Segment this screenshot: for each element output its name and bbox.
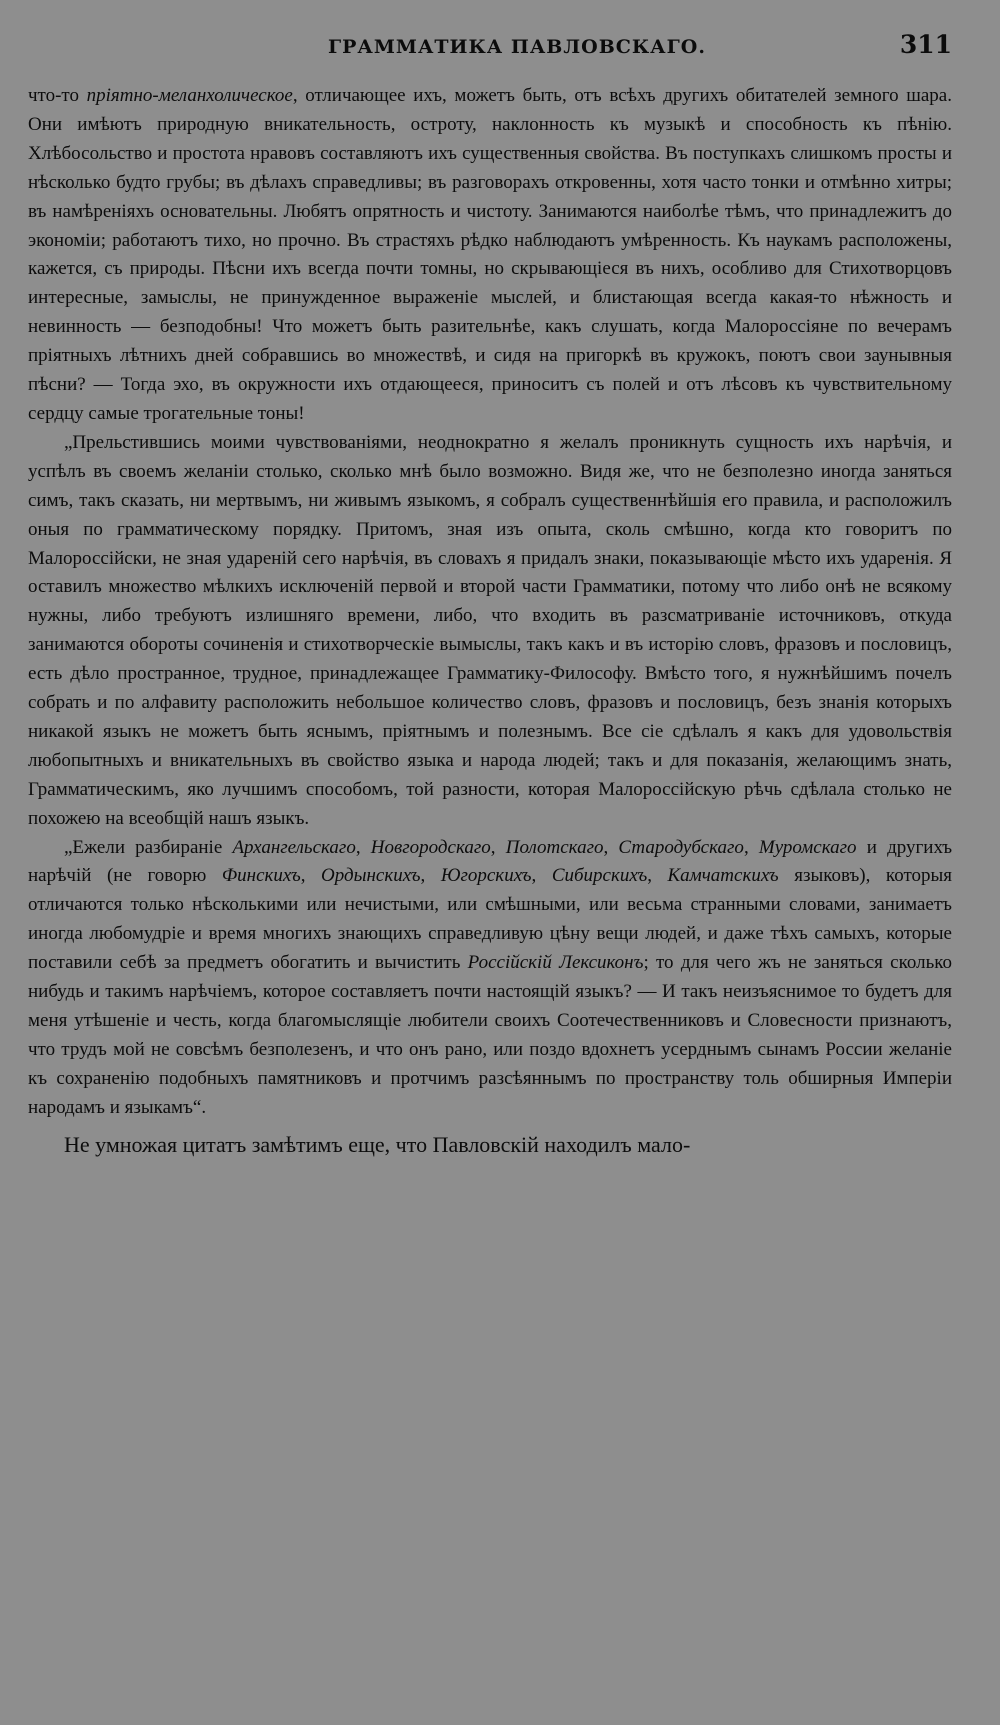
text-run: ; то для чего жъ не заняться сколько нибудь и такимъ нарѣчіемъ, которое составляетъ почти настоящій языкъ? — И такъ неизъяснимое то будетъ для меня утѣшеніе и честь, когда благомыслящіе любители своихъ Соотечественниковъ и Словесности признаютъ, что трудъ мой не совсѣмъ безполезенъ, и что онъ рано, или поздо вдохнетъ усерднымъ сынамъ России желаніе къ сохраненію подобныхъ памятниковъ и протчимъ разсѣяннымъ по пространству толь обширныя Имперіи народамъ и языкамъ“. bbox=[28, 952, 952, 1118]
text-run: , bbox=[743, 836, 759, 858]
text-run: , отличающее ихъ, можетъ быть, отъ всѣхъ другихъ обитателей земного шара. Они имѣютъ природную вникательность, остроту, наклонность къ музыкѣ и способность къ пѣнію. Хлѣбосольство и простота нравовъ составляютъ ихъ существенныя свойства. Въ поступкахъ слишкомъ просты и нѣсколько будто грубы; въ дѣлахъ справедливы; въ разговорахъ откровенны, хотя часто тонки и отмѣнно хитры; въ намѣреніяхъ основательны. Любятъ опрятность и чистоту. Занимаются наиболѣе тѣмъ, что принадлежитъ до экономіи; работаютъ тихо, но прочно. Въ страстяхъ рѣдко наблюдаютъ умѣренность. Къ наукамъ расположены, кажется, съ природы. Пѣсни ихъ всегда почти томны, но скрывающіеся въ нихъ, особливо для Стихотворцовъ интересные, замыслы, не принужденное выраженіе мыслей, и блистающая всегда какая-то нѣжность и невинность — безподобны! Что можетъ быть разительнѣе, какъ слушать, когда Малороссіяне по вечерамъ пріятныхъ лѣтнихъ дней собравшись во множествѣ, и сидя на пригоркѣ въ кружокъ, поютъ свои заунывныя пѣсни? — Тогда эхо, въ окружности ихъ отдающееся, приноситъ съ полей и отъ лѣсовъ къ чувствительному сердцу самые трогательные тоны! bbox=[28, 85, 952, 424]
text-run: что-то bbox=[28, 85, 87, 106]
paragraph bbox=[28, 82, 952, 429]
paragraph bbox=[28, 834, 952, 1123]
text-run: , bbox=[420, 865, 441, 887]
italic-text: Югорскихъ bbox=[440, 865, 532, 887]
text-run: Не умножая цитатъ замѣтимъ еще, что Павловскій находилъ мало- bbox=[64, 1131, 691, 1157]
text-run: , bbox=[490, 836, 506, 858]
page-header bbox=[28, 30, 952, 66]
page bbox=[28, 30, 952, 1700]
running-title: ГРАММАТИКА ПАВЛОВСКАГО. bbox=[328, 36, 706, 58]
italic-text: Стародубскаго bbox=[618, 836, 744, 858]
italic-text: Архангельскаго bbox=[232, 836, 356, 858]
text-run: „Ежели разбираніе bbox=[64, 836, 233, 858]
italic-text: Финскихъ bbox=[221, 865, 301, 887]
italic-text: Муромскаго bbox=[758, 836, 857, 858]
italic-text: Полотскаго bbox=[505, 836, 604, 858]
paragraph bbox=[28, 429, 952, 834]
paragraph bbox=[28, 1131, 952, 1160]
italic-text: Ордынскихъ bbox=[321, 865, 421, 887]
text-run: , bbox=[647, 865, 668, 887]
text-run: , bbox=[531, 865, 552, 887]
text-run: , bbox=[603, 836, 619, 858]
text-run: языковъ), которыя отличаются только нѣсколькими или нечистыми, или смѣшными, или весьма странными словами, занимаетъ иногда любомудріе и время многихъ знающихъ справедливую цѣну вещи людей, и даже тѣхъ самыхъ, которые поставили себѣ за предметъ обогатить и вычистить bbox=[28, 865, 952, 974]
text-run: „Прельстившись моими чувствованіями, неоднократно я желалъ проникнуть сущность ихъ нарѣчія, и успѣлъ въ своемъ желаніи столько, сколько мнѣ было возможно. Видя же, что не безполезно иногда заняться симъ, такъ сказать, ни мертвымъ, ни живымъ языкомъ, я собралъ существеннѣйшія его правила, и расположилъ оныя по грамматическому порядку. Притомъ, зная изъ опыта, сколь смѣшно, когда кто говоритъ по Малороссійски, не зная удареній сего нарѣчія, въ словахъ я придалъ знаки, показывающіе мѣсто ихъ ударенія. Я оставилъ множество мѣлкихъ исключеній первой и второй части Грамматики, потому что либо онѣ не всякому нужны, либо требуютъ излишняго времени, либо, что входить въ разсматриваніе источниковъ, откуда занимаются обороты сочиненія и стихотворческіе вымыслы, такъ какъ и въ исторію словъ, фразовъ и пословицъ, есть дѣло пространное, трудное, принадлежащее Грамматику-Философу. Вмѣсто того, я нужнѣйшимъ почелъ собрать и по алфавиту расположить небольшое количество словъ, фразовъ и пословицъ, безъ знанія которыхъ никакой языкъ не можетъ быть яснымъ, пріятнымъ и полезнымъ. Все сіе сдѣлалъ я какъ для удовольствія любопытныхъ и вникательныхъ въ свойство языка и народа людей; такъ и для показанія, желающимъ знать, Грамматическимъ, яко лучшимъ способомъ, той разности, которая Малороссійскую рѣчь сдѣлала столько не похожею на всеобщій нашъ языкъ. bbox=[28, 431, 952, 829]
text-run: и другихъ нарѣчій (не говорю bbox=[28, 836, 952, 887]
text-run: , bbox=[300, 865, 322, 887]
page-number: 311 bbox=[899, 30, 952, 59]
italic-text: Новгородскаго bbox=[370, 836, 491, 858]
italic-text: пріятно-меланхолическое bbox=[86, 85, 293, 106]
body-text bbox=[28, 82, 952, 1160]
italic-text: Россійскій Лексиконъ bbox=[467, 952, 644, 974]
italic-text: Камчатскихъ bbox=[667, 865, 779, 887]
text-run: , bbox=[355, 836, 371, 858]
italic-text: Сибирскихъ bbox=[551, 865, 648, 887]
